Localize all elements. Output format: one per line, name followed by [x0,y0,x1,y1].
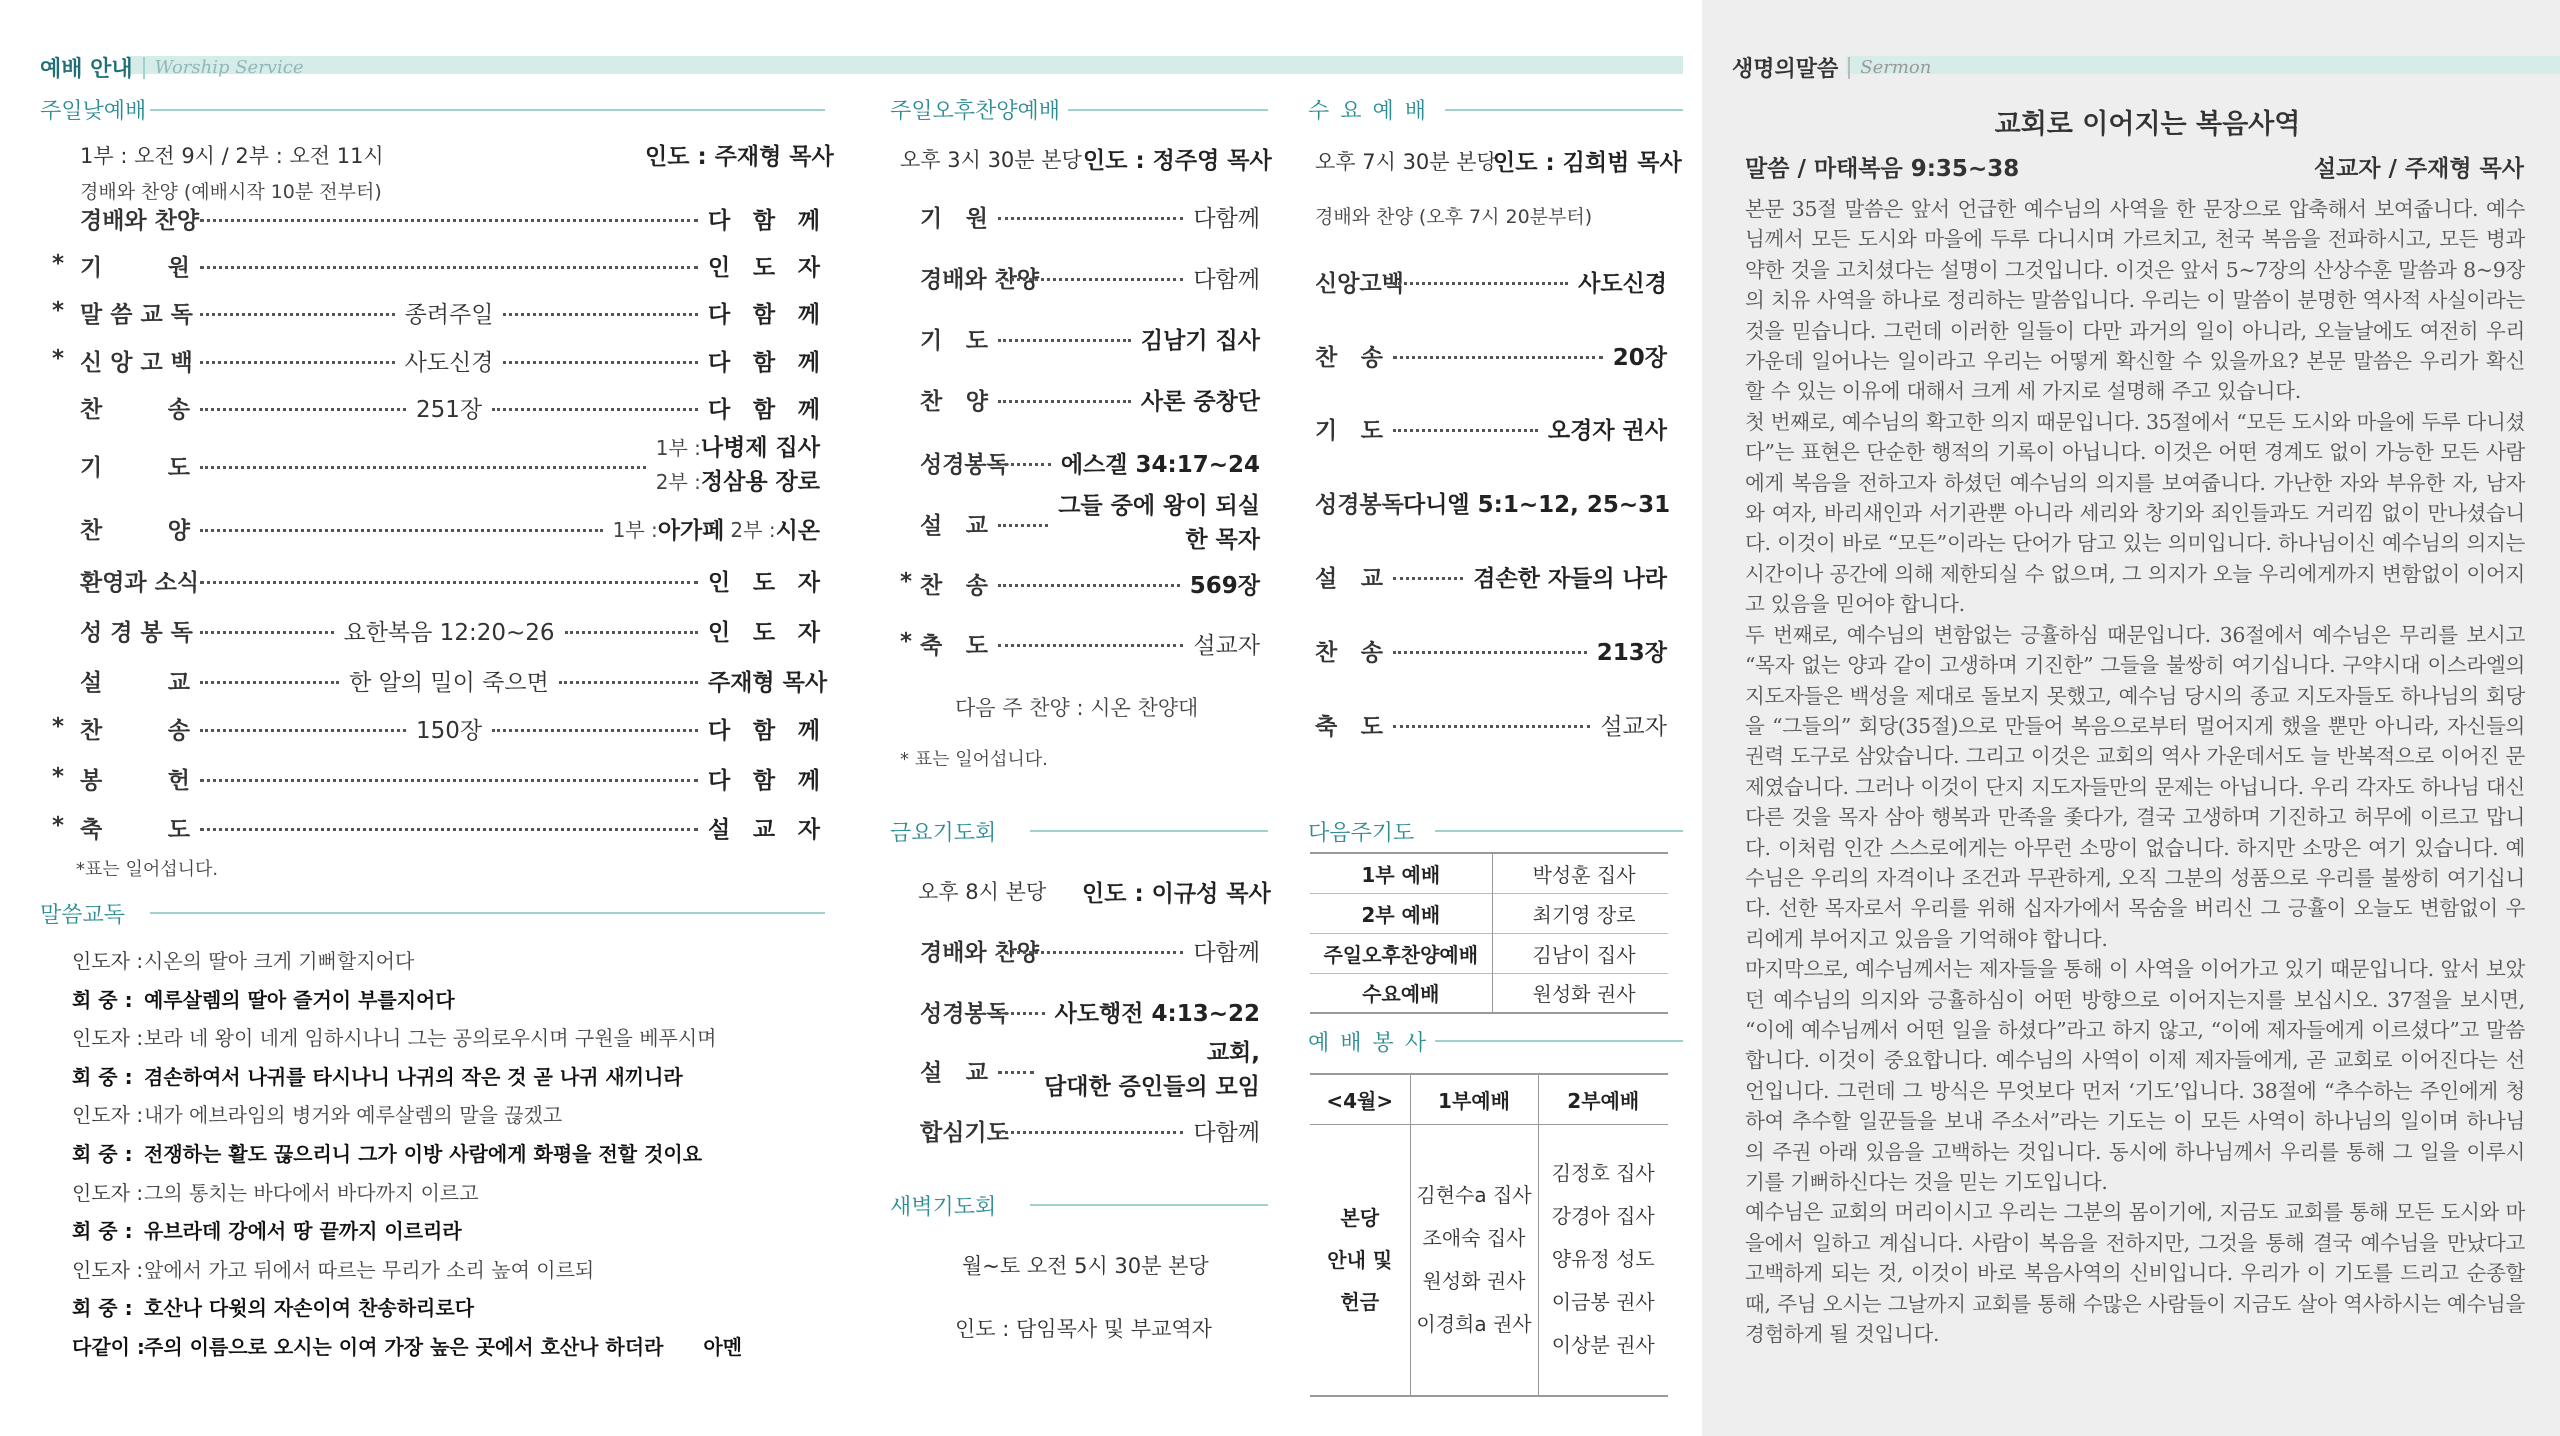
header-left-divider [143,57,145,79]
sunday-item-values [656,431,820,499]
responsive-text: 전쟁하는 활도 끊으리니 그가 이방 사람에게 화평을 전할 것이요 [144,1142,703,1166]
sunday-order-row [80,564,820,596]
sunday-item-detail: 종려주일 [404,301,494,328]
header-right [1732,52,1931,83]
responsive-speaker: 인도자 : [72,1103,144,1128]
leader-dots [1393,577,1463,580]
wednesday-title-line [1445,109,1683,111]
responsive-amen: 아멘 [703,1335,743,1359]
sunday-order-row [80,512,820,544]
leader-dots [200,581,698,584]
leader-dots [1393,725,1590,728]
sunday-pm-item-label: 찬 송 [920,572,988,599]
friday-item-value: 다함께 [1193,939,1260,966]
wednesday-item-label: 설 교 [1315,565,1383,592]
responsive-line [72,1061,683,1090]
next-week-person: 박성훈 집사 [1532,862,1636,887]
sunday-item-label: 기 원 [80,254,190,281]
leader-dots [492,408,698,411]
sunday-pm-item-label: 경배와 찬양 [920,266,1040,293]
leader-dots [998,1012,1045,1015]
sunday-item-label: 찬 송 [80,396,190,423]
volunteers-row-label [1310,1124,1410,1396]
sunday-pm-item-value: 다함께 [1193,266,1260,293]
responsive-speaker: 회 중 : [72,1219,133,1244]
wednesday-item-label: 찬 송 [1315,344,1383,371]
wednesday-item-row [1315,708,1667,740]
leader-dots [998,339,1131,342]
responsive-text: 호산나 다윗의 자손이여 찬송하리로다 [144,1296,475,1321]
responsive-line [72,1292,474,1321]
sermon-preacher: 설교자 / 주재형 목사 [2313,156,2524,182]
leader-dots [200,313,395,316]
friday-item-value: 사도행전 4:13~22 [1054,1000,1260,1027]
friday-item-row [920,1114,1260,1146]
responsive-title-line [150,912,825,914]
sunday-item-label: 말 씀 교 독 [80,301,193,328]
responsive-line [72,1022,717,1051]
sunday-item-label: 찬 양 [80,517,190,544]
sunday-order-row [80,614,820,646]
responsive-line [72,945,414,974]
responsive-line [72,1138,702,1167]
next-week-person: 최기영 장로 [1532,902,1636,927]
responsive-title: 말씀교독 [40,903,126,928]
sunday-item-star: * [52,251,65,277]
sunday-item-value: 설 교 자 [708,816,820,843]
sunday-pm-item-values [1058,489,1260,557]
sunday-title: 주일낮예배 [40,99,147,124]
responsive-text: 예루살렘의 딸아 즐거이 부를지어다 [144,987,455,1012]
sunday-pm-item-row [920,261,1260,293]
sunday-item-label: 봉 헌 [80,767,190,794]
wednesday-item-value: 213장 [1596,639,1667,666]
responsive-speaker: 인도자 : [72,1026,144,1051]
volunteers-head-row [1310,1074,1668,1124]
sunday-note: 경배와 찬양 (예배시작 10분 전부터) [80,181,382,203]
wednesday-item-row [1315,560,1667,592]
sunday-pm-item-label: 축 도 [920,632,988,659]
wednesday-note: 경배와 찬양 (오후 7시 20분부터) [1315,206,1593,228]
volunteers-head-month: <4월> [1310,1074,1410,1124]
sunday-item-star: * [52,813,65,839]
value-line [656,465,820,499]
sunday-footnote: *표는 일어섭니다. [76,859,219,880]
sunday-item-label: 기 도 [80,454,190,481]
dawn-title-line [1030,1204,1268,1206]
next-week-service: 수요예배 [1310,973,1492,1013]
leader-dots [1393,282,1568,285]
sermon-scripture: 말씀 / 마태복음 9:35~38 [1745,156,2020,182]
responsive-line [72,1177,479,1206]
friday-item-label: 경배와 찬양 [920,939,1040,966]
volunteer-name: 이금봉 권사 [1551,1290,1655,1315]
sunday-item-value: 주재형 목사 [708,669,828,696]
sunday-pm-item-row [920,488,1260,558]
wednesday-item-row [1315,486,1671,518]
sunday-pm-item-value: 설교자 [1193,632,1260,659]
volunteers-table [1310,1073,1668,1397]
sunday-pm-footnote: * 표는 일어섭니다. [900,749,1048,770]
friday-item-row [920,995,1260,1027]
volunteer-name: 김현수a 집사 [1416,1182,1532,1207]
header-right-title: 생명의말씀 [1732,57,1839,82]
sunday-item-label: 신 앙 고 백 [80,349,193,376]
next-week-title: 다음주기도 [1308,821,1415,846]
sunday-pm-item-row [920,200,1260,232]
sermon-body [1745,194,2525,1349]
sunday-pm-item-value: 그들 중에 왕이 되실 [1058,493,1260,519]
sunday-pm-item-value: 다함께 [1193,205,1260,232]
sunday-times: 1부 : 오전 9시 / 2부 : 오전 11시 [80,144,384,168]
friday-item-label: 설 교 [920,1059,988,1086]
wednesday-item-value: 20장 [1612,344,1667,371]
leader-dots [559,681,698,684]
volunteers-body-row [1310,1124,1668,1396]
sunday-title-line [150,109,825,111]
leader-dots [200,466,646,469]
value-prefix: 1부 : [612,517,658,542]
next-week-service: 2부 예배 [1310,893,1492,933]
wednesday-item-value: 사도신경 [1578,270,1667,297]
responsive-text: 앞에서 가고 뒤에서 따르는 무리가 소리 높여 이르되 [144,1257,595,1282]
leader-dots [998,524,1048,527]
responsive-speaker: 회 중 : [72,1064,133,1089]
responsive-text: 보라 네 왕이 네게 임하시나니 그는 공의로우시며 구원을 베푸시며 [144,1026,717,1051]
next-week-row [1310,853,1668,893]
volunteer-name: 강경아 집사 [1551,1204,1655,1229]
sunday-item-value: 다 함 께 [708,767,820,794]
sunday-item-star: * [52,714,65,740]
header-left [40,52,303,83]
responsive-line [72,1331,742,1360]
responsive-text: 시온의 딸아 크게 기뻐할지어다 [144,949,415,973]
sunday-item-detail: 251장 [415,396,483,423]
leader-dots [998,1131,1183,1134]
friday-item-row [920,934,1260,966]
sunday-item-star: * [52,764,65,790]
sunday-pm-item-value: 사론 중창단 [1140,388,1260,415]
sunday-pm-item-value: 김남기 집사 [1140,327,1260,354]
volunteer-name: 원성화 권사 [1422,1268,1526,1293]
next-week-title-line [1435,830,1683,832]
friday-item-value: 담대한 증인들의 모임 [1044,1074,1260,1100]
sunday-pm-next: 다음 주 찬양 : 시온 찬양대 [955,696,1199,720]
next-week-person: 원성화 권사 [1532,982,1636,1007]
friday-item-value: 교회, [1206,1040,1260,1066]
value-prefix: 2부 : [730,517,776,542]
friday-leader: 인도 : 이규성 목사 [1082,881,1271,907]
header-left-subtitle: Worship Service [154,57,304,78]
sunday-order-row [80,430,820,500]
volunteers-title-line [1435,1040,1683,1042]
responsive-text: 주의 이름으로 오시는 이여 가장 높은 곳에서 호산나 하더라 [144,1335,664,1359]
sermon-paragraph: 예수님은 교회의 머리이시고 우리는 그분의 몸이기에, 지금도 교회를 통해 모든 도시와 마을에서 일하고 계십니다. 사람이 복음을 전하지만, 그것을 통해 결국 예수님을 만났다고 고백하게 되는 것, 이것이 바로 복음사역의 신비입니다. 우리가 이 기도를 드리고 순종할 때, 주님 오시는 그날까지 교회를 통해 수많은 사람들이 지금도 살아 역사하시는 예수님을 경험하게 될 것입니다. [1745,1200,2525,1347]
sunday-item-value: 인 도 자 [708,254,820,281]
leader-dots [998,217,1183,220]
friday-item-label: 합심기도 [920,1119,1009,1146]
sunday-pm-leader: 인도 : 정주영 목사 [1083,148,1272,174]
sunday-item-detail: 한 알의 밀이 죽으면 [349,669,549,696]
wednesday-item-label: 성경봉독 [1315,491,1404,518]
wednesday-item-row [1315,634,1667,666]
sunday-item-label: 찬 송 [80,717,190,744]
responsive-line [72,984,455,1013]
next-week-person: 김남이 집사 [1532,942,1636,967]
volunteers-row-label-2: 안내 및 [1327,1247,1393,1272]
sunday-leader: 인도 : 주재형 목사 [645,144,834,170]
leader-dots [998,1071,1034,1074]
sunday-pm-title-line [1068,109,1268,111]
sunday-order-row [80,344,820,376]
wednesday-title: 수 요 예 배 [1308,99,1428,124]
dawn-title: 새벽기도회 [890,1195,997,1220]
responsive-text: 겸손하여서 나귀를 타시나니 나귀의 작은 것 곧 나귀 새끼니라 [144,1064,683,1089]
sunday-pm-item-row [920,446,1260,478]
wednesday-item-row [1315,339,1667,371]
friday-title-line [1030,830,1268,832]
leader-dots [200,729,406,732]
leader-dots [200,631,334,634]
value-prefix: 1부 : [655,436,701,460]
wednesday-item-row [1315,265,1667,297]
sunday-item-value: 다 함 께 [708,301,820,328]
sunday-pm-item-value: 569장 [1189,572,1260,599]
next-week-service: 주일오후찬양예배 [1310,933,1492,973]
value-line [656,431,820,465]
sunday-order-row [80,811,820,843]
leader-dots [565,631,699,634]
friday-time: 오후 8시 본당 [918,880,1047,904]
leader-dots [200,361,395,364]
volunteers-row-label-3: 헌금 [1340,1289,1380,1314]
responsive-speaker: 회 중 : [72,1142,133,1166]
volunteer-name: 김정호 집사 [1551,1161,1655,1186]
sunday-item-label: 성 경 봉 독 [80,619,193,646]
leader-dots [200,266,698,269]
sunday-item-label: 설 교 [80,669,190,696]
sunday-item-star: * [52,346,65,372]
responsive-text: 내가 에브라임의 병거와 예루살렘의 말을 끊겠고 [144,1103,563,1128]
sunday-item-star: * [52,298,65,324]
value-prefix: 2부 : [655,470,701,494]
leader-dots [1393,356,1603,359]
volunteer-name: 조애숙 집사 [1422,1225,1526,1250]
friday-item-values [1044,1036,1260,1104]
sunday-pm-time: 오후 3시 30분 본당 [900,148,1082,172]
sunday-item-value: 인 도 자 [708,619,821,646]
sunday-item-value: 다 함 께 [708,349,820,376]
sunday-pm-item-value: 한 목자 [1185,527,1260,553]
sunday-order-row [80,249,820,281]
responsive-line [72,1215,462,1244]
next-week-row [1310,973,1668,1013]
leader-dots [200,779,698,782]
sunday-item-value: 다 함 께 [708,396,820,423]
friday-item-row [920,1035,1260,1105]
leader-dots [200,828,698,831]
sunday-item-value: 나병제 집사 [700,435,820,461]
wednesday-time: 오후 7시 30분 본당 [1315,150,1497,174]
next-week-table [1310,852,1668,1014]
leader-dots [200,529,603,532]
leader-dots [503,313,698,316]
sunday-pm-item-label: 설 교 [920,512,988,539]
sunday-pm-item-row [920,627,1260,659]
responsive-text: 그의 통치는 바다에서 바다까지 이르고 [144,1180,479,1205]
responsive-speaker: 회 중 : [72,1296,133,1321]
leader-dots [1393,651,1587,654]
header-right-divider [1848,57,1850,79]
leader-dots [998,951,1183,954]
leader-dots [503,361,698,364]
sunday-pm-item-label: 기 도 [920,327,988,354]
next-week-row [1310,893,1668,933]
header-bar-right [1846,56,2560,74]
sunday-item-value: 다 함 께 [708,717,820,744]
wednesday-item-value: 다니엘 5:1~12, 25~31 [1403,491,1671,518]
sunday-item-value: 아가페 [657,517,725,544]
sunday-pm-item-row [920,322,1260,354]
responsive-line [72,1254,594,1283]
sunday-order-row [80,296,820,328]
sunday-item-detail: 150장 [415,717,483,744]
dawn-time: 월~토 오전 5시 30분 본당 [962,1254,1209,1278]
leader-dots [998,463,1051,466]
sunday-order-row [80,202,820,234]
sunday-pm-item-row [920,383,1260,415]
sermon-paragraph: 첫 번째로, 예수님의 확고한 의지 때문입니다. 35절에서 “모든 도시와 마을에 두루 다니셨다”는 표현은 단순한 행적의 기록이 아닙니다. 이것은 어떤 경계도 없이 가능한 모든 사람에게 복음을 전하고자 하셨던 예수님의 의지를 보여줍니다. 가난한 자와 부유한 자, 남자와 여자, 바리새인과 서기관뿐 아니라 세리와 창기와 죄인들과도 거리낌 없이 만나셨습니다. 이것이 바로 “모든”이라는 단어가 담고 있는 의미입니다. 하나님이신 예수님의 의지는 시간이나 공간에 의해 제한되실 수 없으며, 그 의지가 오늘 우리에게까지 변함없이 이어지고 있음을 믿어야 합니다. [1745,409,2525,617]
sunday-order-row [80,391,820,423]
wednesday-item-label: 신앙고백 [1315,270,1404,297]
responsive-text: 유브라데 강에서 땅 끝까지 이르리라 [144,1219,462,1244]
next-week-row [1310,933,1668,973]
volunteers-title: 예 배 봉 사 [1308,1031,1428,1056]
wednesday-item-row [1315,412,1667,444]
next-week-service: 1부 예배 [1310,853,1492,893]
leader-dots [200,681,339,684]
wednesday-item-label: 찬 송 [1315,639,1383,666]
sunday-order-row [80,762,820,794]
wednesday-item-label: 축 도 [1315,713,1383,740]
sermon-paragraph: 마지막으로, 예수님께서는 제자들을 통해 이 사역을 이어가고 있기 때문입니다. 앞서 보았던 예수님의 의지와 긍휼하심이 어떤 방향으로 이어지는지를 보십시오. 37절을 보시면, “이에 예수님께서 어떤 일을 하셨다”라고 하지 않고, “이에 제자들에게 이르셨다”고 말씀합니다. 이것이 중요합니다. 예수님의 사역이 이제 제자들에게, 곧 교회로 이어진다는 선언입니다. 그런데 그 방식은 무엇보다 먼저 ‘기도’입니다. 38절에 “추수하는 주인에게 청하여 추수할 일꾼들을 보내 주소서”라는 기도는 이 모든 사역이 하나님의 일이며 하나님의 주권 아래 있음을 고백하는 것입니다. 동시에 하나님께서 우리를 통해 그 일을 이루시기를 기뻐하신다는 것을 믿는 기도입니다. [1745,957,2525,1194]
sunday-pm-item-star: * [900,629,913,655]
volunteer-name: 양유정 성도 [1551,1247,1655,1272]
header-right-subtitle: Sermon [1860,57,1932,78]
friday-title: 금요기도회 [890,821,997,846]
leader-dots [200,219,698,222]
volunteers-row-label-1: 본당 [1340,1205,1380,1230]
sunday-item-label: 환영과 소식 [80,569,200,596]
leader-dots [998,584,1180,587]
responsive-speaker: 인도자 : [72,1180,144,1205]
sunday-pm-item-label: 성경봉독 [920,451,1009,478]
header-bar-left [128,56,1683,74]
sunday-pm-item-label: 기 원 [920,205,988,232]
leader-dots [1393,429,1538,432]
sunday-item-value: 다 함 께 [708,207,820,234]
responsive-speaker: 인도자 : [72,1257,144,1282]
leader-dots [998,278,1183,281]
sermon-title: 교회로 이어지는 복음사역 [1994,109,2301,140]
volunteer-name: 이경희a 권사 [1416,1311,1532,1336]
sermon-paragraph: 본문 35절 말씀은 앞서 언급한 예수님의 사역을 한 문장으로 압축해서 보여줍니다. 예수님께서 모든 도시와 마을에 두루 다니시며 가르치고, 천국 복음을 전파하시고, 모든 병과 약한 것을 고치셨다는 설명이 그것입니다. 이것은 앞서 5~7장의 산상수훈 말씀과 8~9장의 치유 사역을 하나로 정리하는 말씀입니다. 우리는 이 말씀이 분명한 역사적 사실이라는 것을 믿습니다. 그런데 이러한 일들이 다만 과거의 일이 아니라, 오늘날에도 여전히 우리 가운데 일어나는 일이라고 우리는 어떻게 확신할 수 있을까요? 본문 말씀은 우리가 확신할 수 있는 이유에 대해서 크게 세 가지로 설명해 주고 있습니다. [1745,197,2525,404]
leader-dots [492,729,698,732]
sunday-pm-item-row [920,567,1260,599]
friday-item-value: 다함께 [1193,1119,1260,1146]
sunday-item-value: 시온 [775,517,820,544]
leader-dots [998,400,1131,403]
volunteers-col-2 [1538,1124,1668,1396]
wednesday-item-value: 오경자 권사 [1547,417,1667,444]
wednesday-item-value: 겸손한 자들의 나라 [1473,565,1667,592]
sunday-item-value: 정삼용 장로 [700,469,820,495]
wednesday-leader: 인도 : 김희범 목사 [1493,150,1682,176]
sunday-item-label: 축 도 [80,816,190,843]
sunday-pm-item-label: 찬 양 [920,388,988,415]
sunday-order-row [80,712,820,744]
volunteers-head-1: 1부예배 [1410,1074,1538,1124]
leader-dots [200,408,406,411]
sunday-pm-item-star: * [900,569,913,595]
sermon-paragraph: 두 번째로, 예수님의 변함없는 긍휼하심 때문입니다. 36절에서 예수님은 무리를 보시고 “목자 없는 양과 같이 고생하며 기진한” 그들을 불쌍히 여기십니다. 구약시대 이스라엘의 지도자들은 백성을 제대로 돌보지 못했고, 예수님 당시의 종교 지도자들도 하나님의 회당을 “그들의” 회당(35절)으로 만들어 복음으로부터 멀어지게 했을 뿐만 아니라, 자신들의 권력 도구로 삼았습니다. 그리고 이것은 교회의 역사 가운데서도 늘 반복적으로 이어진 문제였습니다. 그러나 이것이 단지 지도자들만의 문제는 아닙니다. 우리 각자도 하나님 대신 다른 것을 목자 삼아 행복과 만족을 좇다가, 결국 고생하며 기진하고 허무에 이르고 맙니다. 이처럼 인간 스스로에게는 아무런 소망이 없습니다. 하지만 소망은 여기 있습니다. 예수님은 우리의 자격이나 조건과 무관하게, 오직 그분의 성품으로 우리를 불쌍히 여기십니다. 선한 목자로서 우리를 위해 십자가에서 목숨을 버리신 그 긍휼이 오늘도 변함없이 우리에게 부어지고 있음을 기억해야 합니다. [1745,622,2525,951]
sunday-item-value: 인 도 자 [708,569,820,596]
header-left-title: 예배 안내 [40,57,133,82]
volunteers-col-1 [1410,1124,1538,1396]
sunday-item-label: 경배와 찬양 [80,207,200,234]
responsive-line [72,1099,562,1128]
sunday-item-detail: 요한복음 12:20~26 [343,619,555,646]
leader-dots [998,644,1183,647]
responsive-speaker: 회 중 : [72,987,133,1012]
wednesday-item-value: 설교자 [1600,713,1667,740]
responsive-speaker: 다같이 : [72,1335,145,1359]
sunday-order-row [80,664,828,696]
sunday-item-detail: 사도신경 [404,349,494,376]
volunteers-head-2: 2부예배 [1567,1088,1640,1113]
dawn-leader: 인도 : 담임목사 및 부교역자 [955,1317,1212,1341]
friday-item-label: 성경봉독 [920,1000,1009,1027]
volunteer-name: 이상분 권사 [1551,1333,1655,1358]
sunday-pm-title: 주일오후찬양예배 [890,99,1061,124]
sunday-pm-item-value: 에스겔 34:17~24 [1060,451,1260,478]
responsive-speaker: 인도자 : [72,949,144,973]
wednesday-item-label: 기 도 [1315,417,1383,444]
